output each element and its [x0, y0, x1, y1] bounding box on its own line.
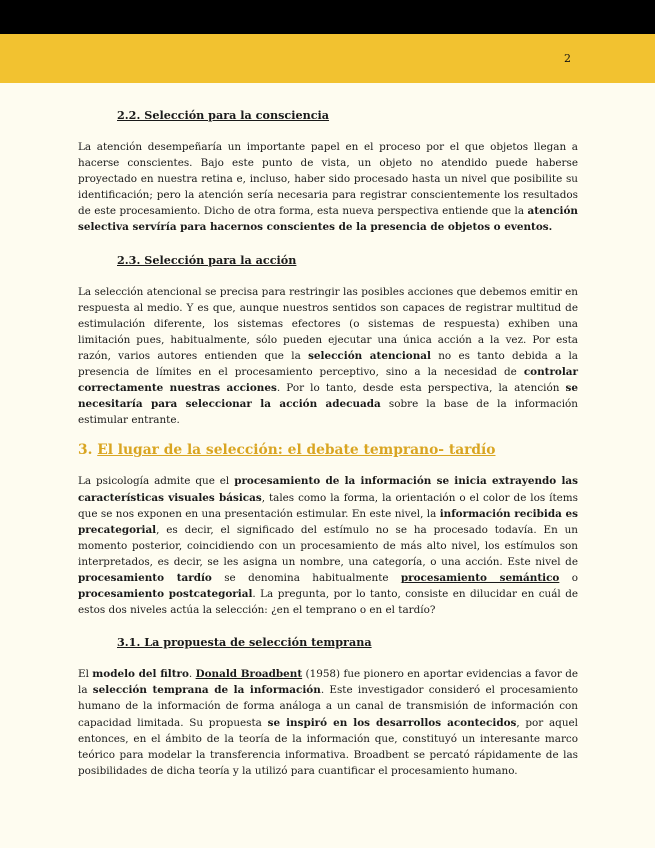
page-header-band [0, 34, 655, 83]
section-3-1-paragraph: El modelo del filtro. Donald Broadbent (1958) fue pionero en aportar evidencias a favor de la selección temprana de la información. Este investigador consideró el procesamiento humano de la información de forma análoga a un canal de transmisión de información con capacidad limitada. Su propuesta se inspiró en los desarrollos acontecidos, por aquel entonces, en el ámbito de la teoría de la información que, constituyó un interesante marco teórico para modelar la transferencia informativa. Broadbent se percató rápidamente de las posibilidades de dicha teoría y la utilizó para cuantificar el procesamiento humano. [78, 668, 578, 777]
section-3-paragraph: La psicología admite que el procesamiento de la información se inicia extrayendo las características visuales básicas, tales como la forma, la orientación o el color de los ítems que se nos exponen en una presentación estimular. En este nivel, la información recibida es precategorial, es decir, el significado del estímulo no se ha procesado todavía. En un momento posterior, coincidiendo con un procesamiento de más alto nivel, los estímulos son interpretados, es decir, se les asigna un nombre, una categoría, o una acción. Este nivel de procesamiento tardío se denomina habitualmente procesamiento semántico o procesamiento postcategorial. La pregunta, por lo tanto, consiste en dilucidar en cuál de estos dos niveles actúa la selección: ¿en el temprano o en el tardío? [78, 475, 578, 617]
page-number: 2 [564, 52, 571, 65]
section-2-3-heading: 2.3. Selección para la acción [117, 252, 297, 267]
section-3-heading: 3. El lugar de la selección: el debate temprano- tardío [78, 442, 496, 459]
section-2-3-paragraph: La selección atencional se precisa para restringir las posibles acciones que debemos emitir en respuesta al medio. Y es que, aunque nuestros sentidos son capaces de registrar multitud de estimulación diferente, los sistemas efectores (o sistemas de respuesta) exhiben una limitación pues, habitualmente, sólo pueden ejecutar una única acción a la vez. Por esta razón, varios autores entienden que la selección atencional no es tanto debida a la presencia de límites en el procesamiento perceptivo, sino a la necesidad de controlar correctamente nuestras acciones. Por lo tanto, desde esta perspectiva, la atención se necesitaría para seleccionar la acción adecuada sobre la base de la información estimular entrante. [78, 285, 579, 427]
section-3-1-heading: 3.1. La propuesta de selección temprana [117, 635, 372, 650]
document-body [78, 107, 578, 779]
top-black-bar [0, 0, 655, 34]
section-2-2-heading: 2.2. Selección para la consciencia [117, 108, 330, 122]
section-2-2-paragraph: La atención desempeñaría un importante papel en el proceso por el que objetos llegan a hacerse conscientes. Bajo este punto de vista, un objeto no atendido puede haberse proyectado en nuestra retina e, incluso, haber sido procesado hasta un nivel que posibilite su identificación; pero la atención sería necesaria para registrar conscientemente los resultados de este procesamiento. Dicho de otra forma, esta nueva perspectiva entiende que la atención selectiva servíría para hacernos conscientes de la presencia de objetos o eventos. [78, 141, 578, 234]
